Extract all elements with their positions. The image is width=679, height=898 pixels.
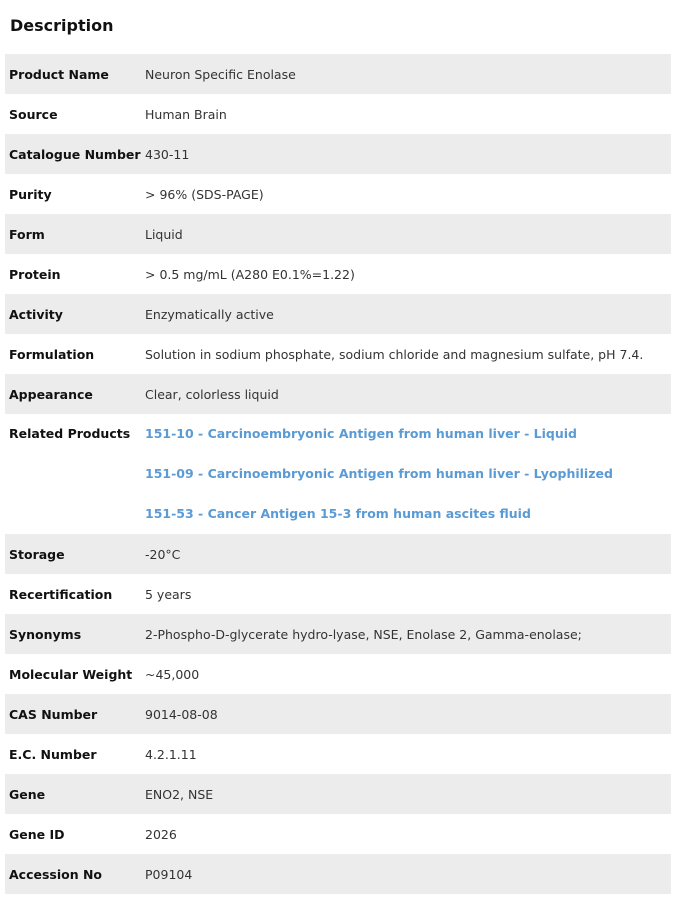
spec-label: Related Products [9, 426, 131, 441]
spec-row-activity [5, 294, 671, 334]
spec-row-catalogue-number [5, 134, 671, 174]
spec-label: Purity [9, 186, 52, 202]
spec-row-molecular-weight [5, 654, 671, 694]
spec-value: Enzymatically active [145, 306, 274, 322]
spec-row-source [5, 94, 671, 134]
spec-value: > 0.5 mg/mL (A280 E0.1%=1.22) [145, 266, 355, 282]
spec-label: CAS Number [9, 706, 98, 722]
related-products-list [145, 414, 671, 534]
spec-row-gene [5, 774, 671, 814]
spec-row-ec-number [5, 734, 671, 774]
spec-value: Clear, colorless liquid [145, 386, 279, 402]
spec-row-storage [5, 534, 671, 574]
spec-value: Neuron Specific Enolase [145, 66, 296, 82]
spec-row-product-name [5, 54, 671, 94]
spec-value: Solution in sodium phosphate, sodium chloride and magnesium sulfate, pH 7.4. [145, 346, 644, 362]
spec-label: Form [9, 226, 45, 242]
spec-label: Appearance [9, 386, 93, 402]
product-spec-table [5, 54, 671, 894]
spec-label: Product Name [9, 66, 109, 82]
spec-row-appearance [5, 374, 671, 414]
spec-value: 9014-08-08 [145, 706, 218, 722]
spec-label: Accession No [9, 866, 103, 882]
spec-label: Source [9, 106, 58, 122]
related-product-link[interactable]: 151-10 - Carcinoembryonic Antigen from human liver - Liquid [145, 426, 577, 441]
spec-row-related-products [5, 414, 671, 534]
spec-label: Activity [9, 306, 63, 322]
spec-value: 430-11 [145, 146, 190, 162]
spec-row-cas-number [5, 694, 671, 734]
spec-label: Synonyms [9, 626, 82, 642]
spec-label: Catalogue Number [9, 146, 141, 162]
spec-label: Recertification [9, 586, 113, 602]
spec-row-protein [5, 254, 671, 294]
spec-label: E.C. Number [9, 746, 97, 762]
spec-value: 4.2.1.11 [145, 746, 197, 762]
spec-value: > 96% (SDS-PAGE) [145, 186, 264, 202]
spec-value: Human Brain [145, 106, 227, 122]
related-product-link[interactable]: 151-53 - Cancer Antigen 15-3 from human ascites fluid [145, 506, 531, 521]
spec-row-gene-id [5, 814, 671, 854]
spec-label: Gene ID [9, 826, 65, 842]
spec-value: 2-Phospho-D-glycerate hydro-lyase, NSE, Enolase 2, Gamma-enolase; [145, 626, 582, 642]
spec-row-formulation [5, 334, 671, 374]
spec-value: ENO2, NSE [145, 786, 214, 802]
spec-row-recertification [5, 574, 671, 614]
spec-row-synonyms [5, 614, 671, 654]
spec-row-form [5, 214, 671, 254]
spec-label: Storage [9, 546, 65, 562]
section-title: Description [10, 16, 114, 35]
spec-value: 2026 [145, 826, 177, 842]
spec-label: Gene [9, 786, 46, 802]
spec-label: Protein [9, 266, 61, 282]
spec-label: Molecular Weight [9, 666, 133, 682]
spec-label: Formulation [9, 346, 95, 362]
spec-row-purity [5, 174, 671, 214]
spec-row-accession-no [5, 854, 671, 894]
related-product-link[interactable]: 151-09 - Carcinoembryonic Antigen from human liver - Lyophilized [145, 466, 613, 481]
spec-value: ~45,000 [145, 666, 200, 682]
spec-value: Liquid [145, 226, 183, 242]
spec-value: 5 years [145, 586, 192, 602]
spec-value: P09104 [145, 866, 193, 882]
spec-value: -20°C [145, 546, 181, 562]
